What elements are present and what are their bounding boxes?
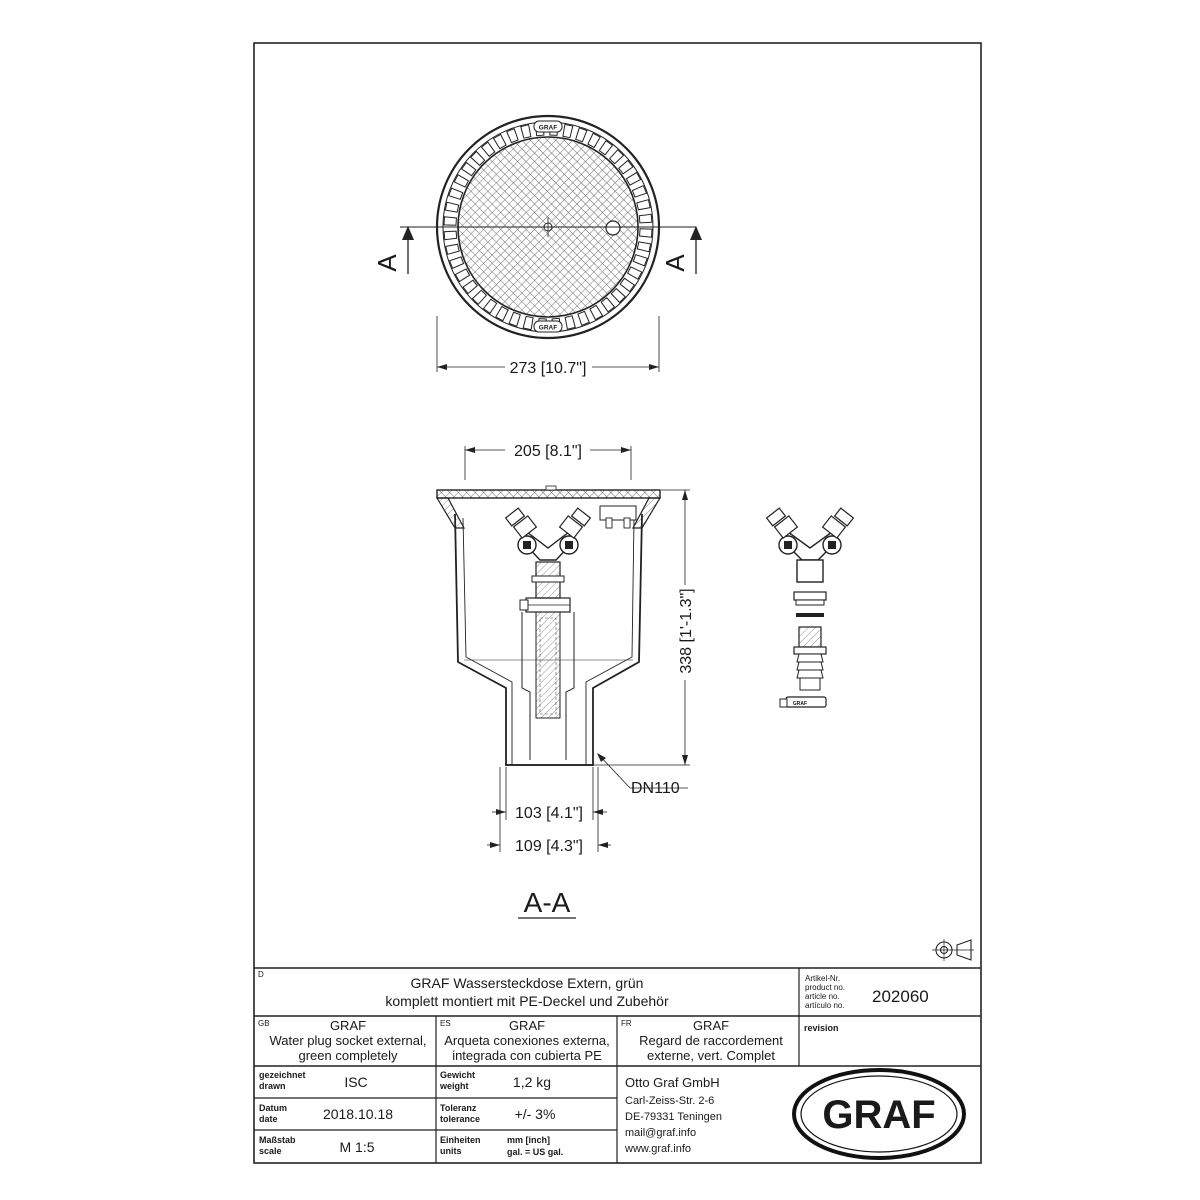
section-title: A-A bbox=[523, 887, 571, 918]
scale-label-1: Maßstab bbox=[259, 1135, 296, 1145]
projection-symbol-icon bbox=[932, 939, 974, 961]
top-view bbox=[372, 116, 702, 377]
tolerance-label-1: Toleranz bbox=[440, 1103, 477, 1113]
scale-label-2: scale bbox=[259, 1146, 282, 1156]
es-line2: integrada con cubierta PE bbox=[452, 1048, 602, 1063]
es-brand: GRAF bbox=[508, 1018, 546, 1033]
units-value-1: mm [inch] bbox=[507, 1135, 551, 1145]
tolerance-label-2: tolerance bbox=[440, 1114, 481, 1124]
part-y-valve-socket bbox=[797, 560, 823, 582]
cover-logo-top: GRAF bbox=[538, 124, 558, 132]
lang-code-fr: FR bbox=[621, 1019, 632, 1028]
part-nut bbox=[794, 592, 826, 600]
company-name: Otto Graf GmbH bbox=[625, 1075, 720, 1090]
drawn-label-1: gezeichnet bbox=[259, 1070, 306, 1080]
dimension-top-width: 205 [8.1"] bbox=[514, 443, 582, 460]
cover-rim-cell bbox=[639, 214, 652, 223]
dimension-pipe-inner: 103 [4.1"] bbox=[515, 805, 583, 822]
cover-rim-cell bbox=[640, 229, 652, 237]
dimension-height: 338 [1'-1.3"] bbox=[678, 588, 695, 674]
weight-label-2: weight bbox=[440, 1081, 469, 1091]
fr-line2: externe, vert. Complet bbox=[647, 1048, 775, 1063]
units-label-2: units bbox=[440, 1146, 462, 1156]
section-view bbox=[437, 443, 695, 918]
flange-right bbox=[633, 498, 660, 528]
drawn-value: ISC bbox=[344, 1074, 368, 1090]
scale-value: M 1:5 bbox=[339, 1139, 375, 1155]
part-hose-clamp-brand: GRAF bbox=[792, 701, 808, 707]
cover-rim-cell bbox=[444, 231, 457, 240]
cover-lift-hole bbox=[606, 221, 620, 235]
tolerance-value: +/- 3% bbox=[514, 1106, 556, 1122]
riser-hose-tail bbox=[536, 612, 560, 718]
date-value: 2018.10.18 bbox=[322, 1106, 394, 1122]
date-label-1: Datum bbox=[259, 1103, 288, 1113]
gb-brand: GRAF bbox=[329, 1018, 367, 1033]
flange-left bbox=[437, 498, 464, 528]
gb-line2: green completely bbox=[298, 1048, 398, 1063]
graf-logo-text: GRAF bbox=[822, 1093, 936, 1137]
drawn-label-2: drawn bbox=[259, 1081, 286, 1091]
section-cover bbox=[437, 490, 660, 498]
company-city: DE-79331 Teningen bbox=[625, 1111, 723, 1123]
lang-code-de: D bbox=[258, 970, 264, 979]
company-web: www.graf.info bbox=[625, 1143, 692, 1155]
article-label-3: article no. bbox=[805, 992, 840, 1001]
fr-brand: GRAF bbox=[692, 1018, 730, 1033]
revision-label: revision bbox=[804, 1023, 839, 1033]
article-label-2: product no. bbox=[805, 983, 846, 992]
section-arrow-left bbox=[402, 226, 414, 240]
company-email: mail@graf.info bbox=[625, 1127, 697, 1139]
section-marker-left: A bbox=[372, 254, 402, 272]
fr-line1: Regard de raccordement bbox=[639, 1033, 783, 1048]
date-label-2: date bbox=[259, 1114, 278, 1124]
units-label-1: Einheiten bbox=[440, 1135, 481, 1145]
article-number: 202060 bbox=[872, 987, 929, 1006]
units-value-2: gal. = US gal. bbox=[507, 1147, 564, 1157]
gb-line1: Water plug socket external, bbox=[269, 1033, 427, 1048]
lang-code-gb: GB bbox=[258, 1019, 270, 1028]
article-label-1: Artikel-Nr. bbox=[805, 974, 841, 983]
es-line1: Arqueta conexiones externa, bbox=[444, 1033, 610, 1048]
dimension-pipe-nominal: DN110 bbox=[631, 780, 680, 797]
dimension-cover-diameter: 273 [10.7"] bbox=[509, 360, 587, 377]
exploded-parts-view bbox=[767, 508, 854, 707]
section-arrow-right bbox=[690, 226, 702, 240]
part-seal bbox=[796, 613, 824, 617]
dimension-pipe-outer: 109 [4.3"] bbox=[515, 838, 583, 855]
title-de-line2: komplett montiert mit PE-Deckel und Zubehör bbox=[385, 993, 669, 1009]
cover-rim-cell bbox=[444, 217, 456, 225]
article-label-4: artículo no. bbox=[805, 1001, 845, 1010]
lang-code-es: ES bbox=[440, 1019, 451, 1028]
section-marker-right: A bbox=[660, 254, 690, 272]
weight-label-1: Gewicht bbox=[440, 1070, 476, 1080]
title-de-line1: GRAF Wassersteckdose Extern, grün bbox=[410, 975, 644, 991]
part-threaded-stem bbox=[799, 627, 821, 647]
company-street: Carl-Zeiss-Str. 2-6 bbox=[625, 1095, 715, 1107]
cover-logo-bottom: GRAF bbox=[538, 324, 558, 332]
weight-value: 1,2 kg bbox=[512, 1074, 552, 1090]
graf-logo bbox=[794, 1070, 964, 1158]
